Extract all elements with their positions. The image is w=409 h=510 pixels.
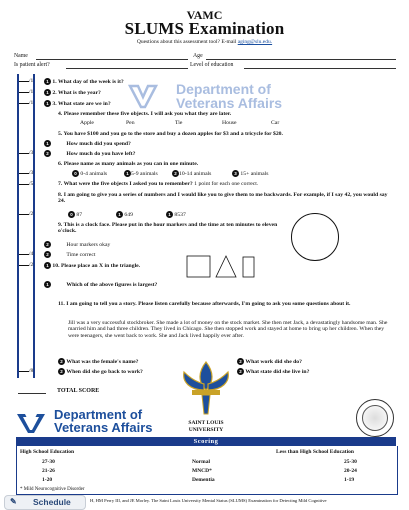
- age-field[interactable]: [206, 59, 396, 60]
- scoring-header: Scoring: [16, 437, 396, 446]
- scoring-left-heading: High School Education: [20, 449, 75, 455]
- question-9: 9. This is a clock face. Please put in the hour markers and the time at ten minutes to eleven o'clock.: [58, 222, 278, 235]
- question-4: 4. Please remember these five objects. I will ask you what they are later.: [58, 111, 232, 117]
- question-6: 6. Please name as many animals as you can in one minute.: [58, 161, 199, 167]
- alert-label: Is patient alert?: [14, 62, 50, 68]
- watermark-line1: Department of: [176, 81, 271, 97]
- q9-a: 2 Hour markers okay: [44, 241, 110, 248]
- score-column: [17, 74, 37, 378]
- scoring-row: 21-26 MNCD* 20-24: [42, 468, 357, 474]
- citation: H, HM Perry III, and JE Morley. The Saint Louis University Mental Status (SLUMS) Examination for Detecting Mild Cognitive: [90, 498, 327, 503]
- education-field[interactable]: [244, 68, 396, 69]
- schedule-icon: ✎: [10, 497, 17, 506]
- scoring-footnote: * Mild Neurocognitive Disorder: [20, 487, 85, 492]
- q5-a: 1 How much did you spend?: [44, 140, 131, 147]
- clock-circle[interactable]: [291, 213, 339, 261]
- q11-b: 2 What work did she do?: [237, 358, 302, 365]
- question-8: 8. I am going to give you a series of numbers and I would like you to give them to me backwards. For example, if I say 42, you would say 24.: [58, 192, 388, 205]
- age-label: Age: [193, 53, 203, 59]
- question-5: 5. You have $100 and you go to the store and buy a dozen apples for $3 and a tricycle for $20.: [58, 131, 283, 137]
- score-q3[interactable]: /1: [19, 100, 33, 106]
- question-1: 1 1. What day of the week is it?: [44, 78, 124, 85]
- slu-fleur-icon: [176, 360, 236, 418]
- contact-line: [0, 39, 409, 45]
- score-q1[interactable]: /1: [19, 78, 33, 84]
- q11-a: 2 What was the female's name?: [58, 358, 138, 365]
- question-10b: 1 Which of the above figures is largest?: [44, 281, 157, 288]
- va-logo-text: Department of Veterans Affairs: [54, 407, 153, 435]
- email-link[interactable]: aging@slu.edu.: [237, 39, 273, 45]
- score-q9[interactable]: /4: [19, 251, 33, 257]
- question-2: 1 2. What is the year?: [44, 89, 101, 96]
- q9-b: 2 Time correct: [44, 251, 95, 258]
- scoring-right-heading: Less than High School Education: [276, 449, 354, 455]
- score-q10[interactable]: /2: [19, 262, 33, 268]
- total-score-label: TOTAL SCORE: [57, 388, 100, 394]
- q5-b: 2 How much do you have left?: [44, 150, 135, 157]
- alert-field[interactable]: [66, 68, 188, 69]
- score-q8[interactable]: /2: [19, 211, 33, 217]
- name-label: Name: [14, 53, 28, 59]
- score-q5[interactable]: /3: [19, 150, 33, 156]
- score-q6[interactable]: /3: [19, 170, 33, 176]
- q11-c: 2 When did she go back to work?: [58, 368, 143, 375]
- question-3: 1 3. What state are we in?: [44, 100, 111, 107]
- watermark-line2: Veterans Affairs: [176, 95, 283, 111]
- va-watermark-icon: [128, 83, 158, 109]
- question-7: 7. What were the five objects I asked you to remember? 1 point for each one correct.: [58, 181, 259, 187]
- page-title: SLUMS Examination: [124, 19, 285, 38]
- score-q2[interactable]: /1: [19, 89, 33, 95]
- name-field[interactable]: [36, 59, 188, 60]
- total-score-field[interactable]: [18, 393, 46, 394]
- score-q11[interactable]: /8: [19, 368, 33, 374]
- question-10: 1 10. Please place an X in the triangle.: [44, 262, 140, 269]
- question-11: 11. I am going to tell you a story. Please listen carefully because afterwards, I'm going to ask you some questions about it.: [58, 301, 351, 307]
- score-q7[interactable]: /5: [19, 181, 33, 187]
- org-heading: VAMC: [186, 8, 223, 22]
- slu-name: SAINT LOUIS UNIVERSITY: [188, 420, 224, 433]
- scoring-row: 27-30 Normal 25-30: [42, 459, 357, 465]
- story-text: Jill was a very successful stockbroker. She made a lot of money on the stock market. She then met Jack, a devastatingly handsome man. She married him and had three children. They lived in Chicago. She then stopped work and stayed at home to bring up her children. When they were teenagers, she went back to work. She and Jack lived happily ever after.: [68, 320, 388, 339]
- seal-icon: [356, 399, 394, 437]
- q11-d: 2 What state did she live in?: [237, 368, 309, 375]
- va-logo-icon: [16, 412, 46, 434]
- schedule-button[interactable]: ✎ Schedule: [4, 495, 86, 510]
- contact-prefix: Questions about this assessment tool? E-mail: [136, 39, 237, 45]
- figures[interactable]: [186, 253, 258, 279]
- education-label: Level of education: [190, 62, 234, 68]
- scoring-row: 1-20 Dementia 1-19: [42, 477, 355, 483]
